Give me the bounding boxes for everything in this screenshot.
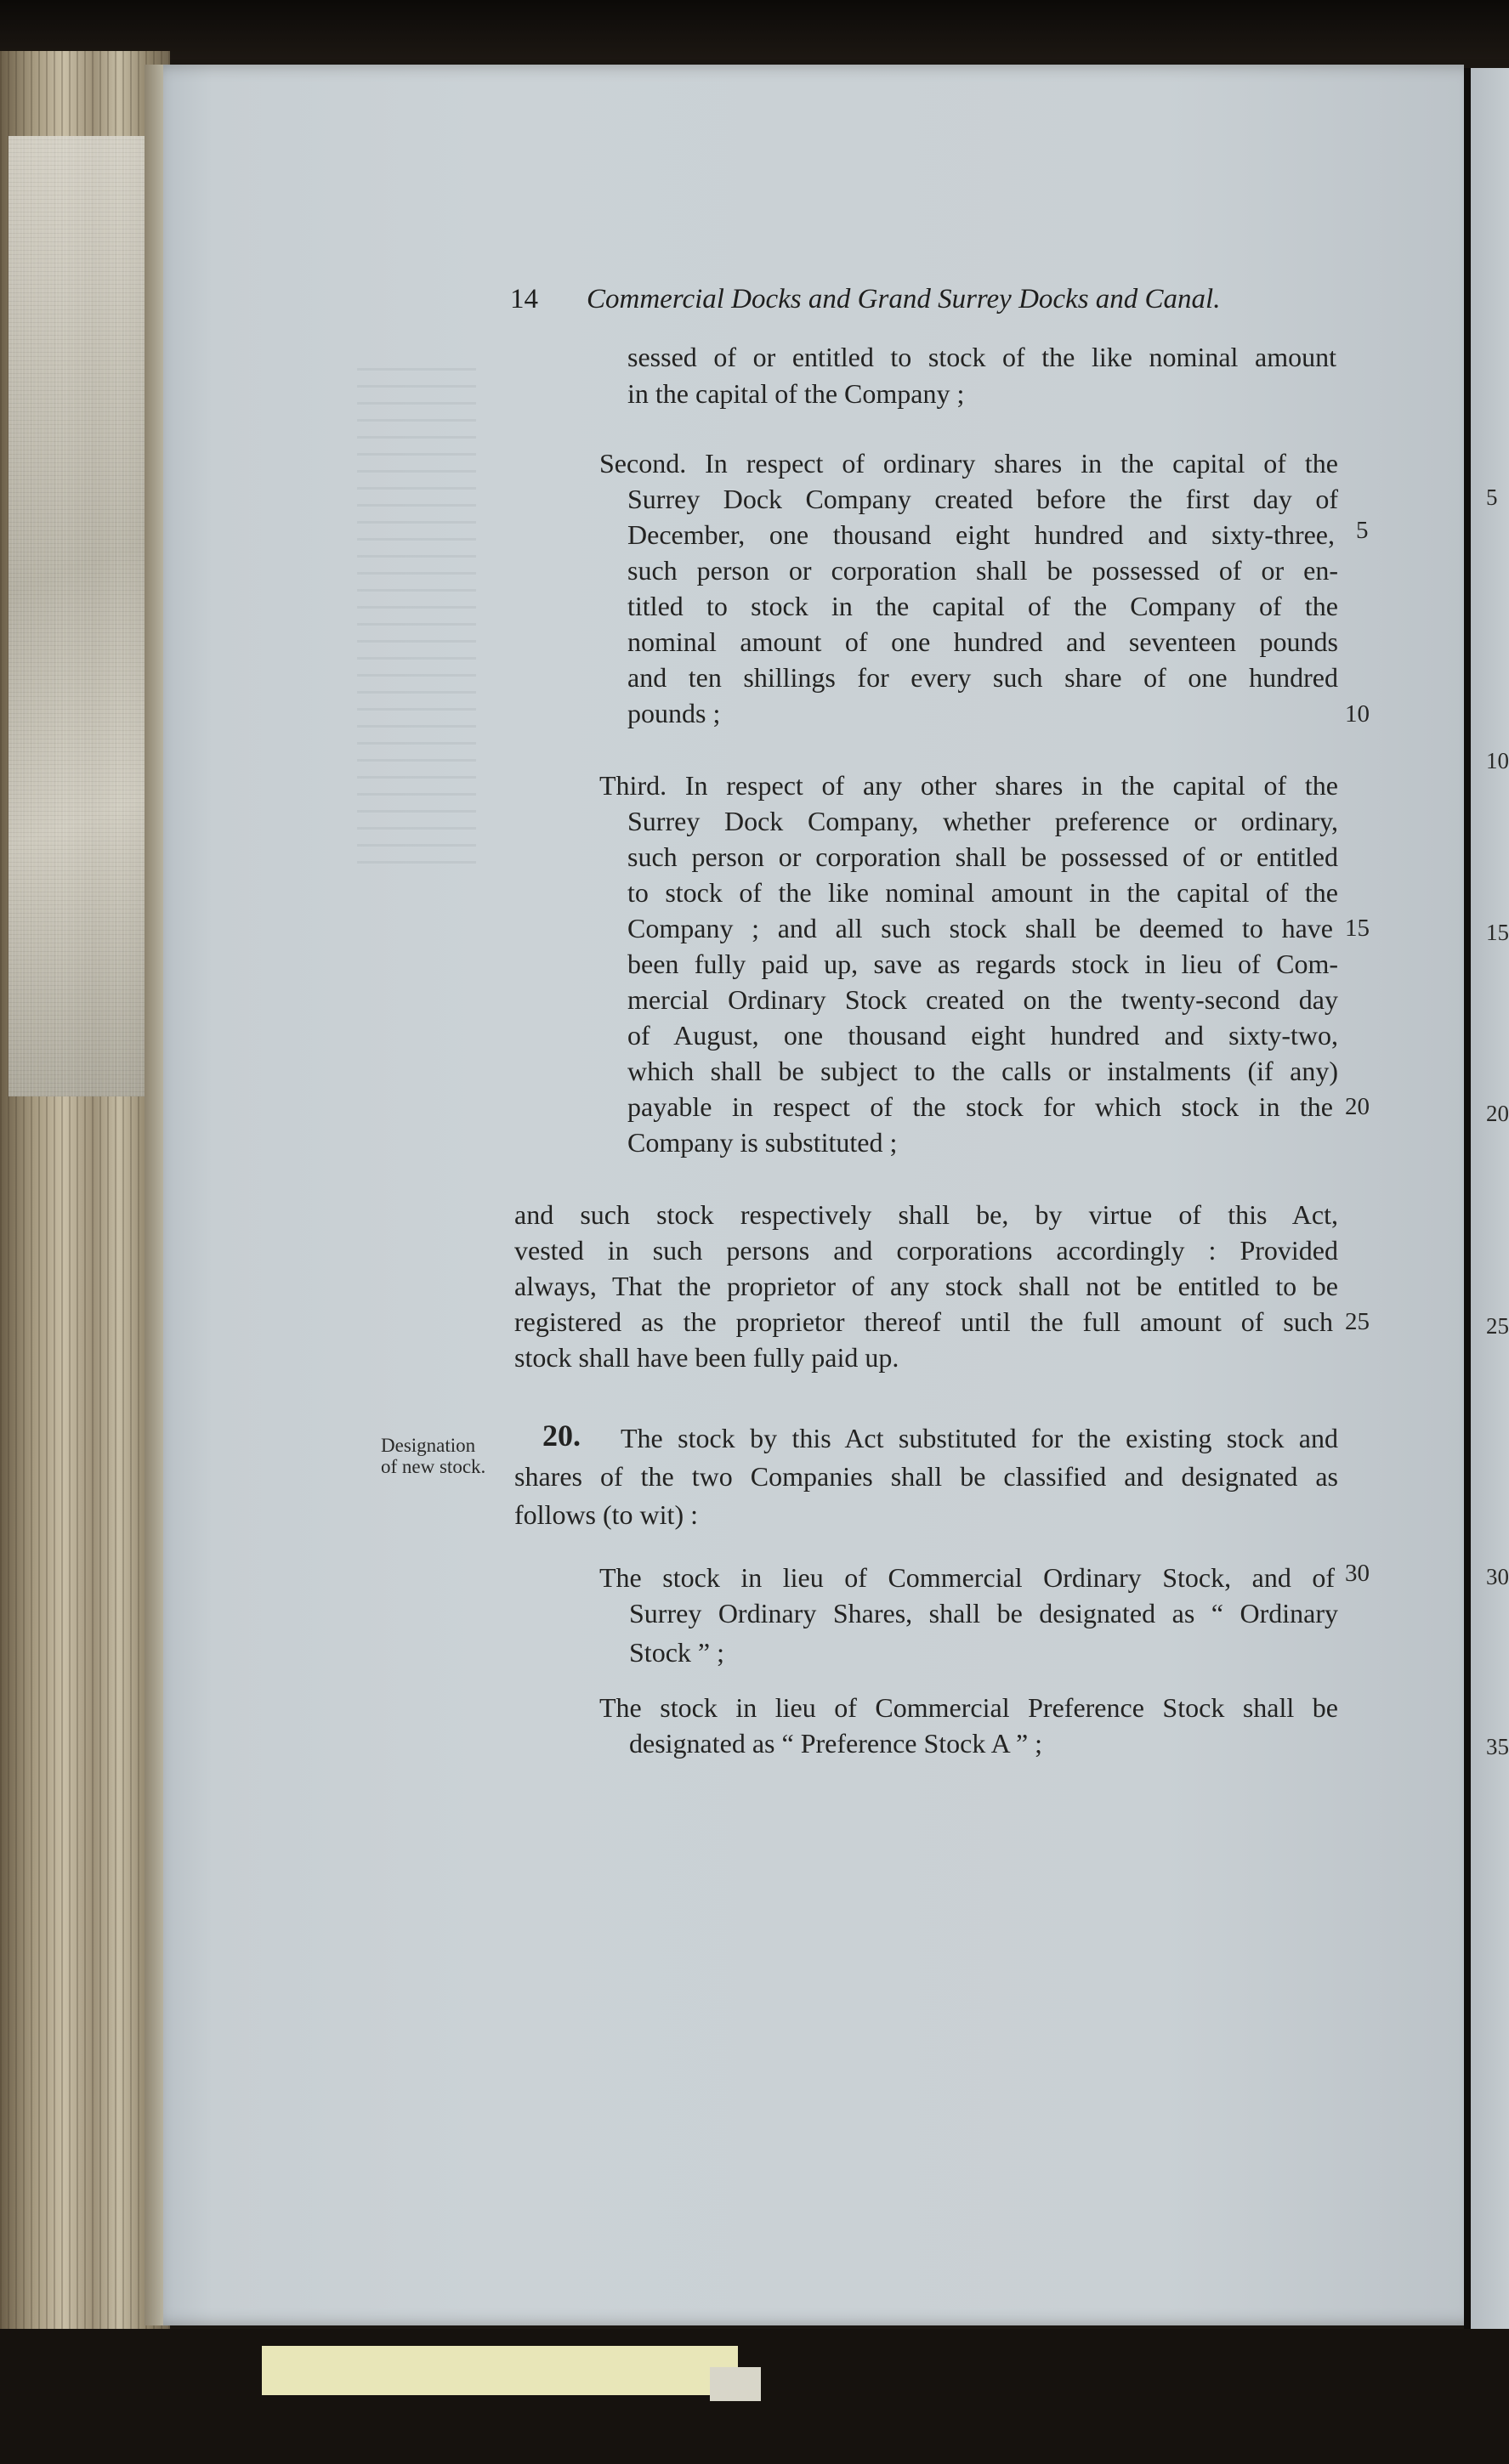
text-line: Surrey Dock Company created before the first day of [627, 484, 1338, 514]
text-line: always, That the proprietor of any stock shall not be entitled to be [514, 1271, 1338, 1301]
text-line: shares of the two Companies shall be classified and designated as [514, 1461, 1338, 1492]
line-number: 20 [1345, 1093, 1370, 1120]
text-line: to stock of the like nominal amount in the capital of the [627, 877, 1338, 908]
facing-line-number: 25 [1486, 1313, 1509, 1339]
text-line: vested in such persons and corporations accordingly : Provided [514, 1235, 1338, 1266]
paper-slip [262, 2346, 738, 2395]
facing-line-number: 15 [1486, 920, 1509, 945]
text-line: and ten shillings for every such share of one hundred [627, 662, 1338, 693]
text-line: payable in respect of the stock for which stock in the [627, 1091, 1333, 1122]
text-line: Surrey Ordinary Shares, shall be designated as “ Ordinary [629, 1598, 1338, 1629]
text-line: December, one thousand eight hundred and sixty-three, [627, 519, 1335, 550]
line-number: 25 [1345, 1308, 1370, 1335]
line-number: 10 [1345, 700, 1370, 728]
paper-slip [710, 2367, 761, 2401]
facing-line-number: 10 [1486, 748, 1509, 773]
text-line: such person or corporation shall be possessed of or en- [627, 555, 1338, 586]
text-line: Company ; and all such stock shall be deemed to have [627, 913, 1333, 943]
text-line: Second. In respect of ordinary shares in the capital of the [599, 448, 1338, 479]
text-line: sessed of or entitled to stock of the like nominal amount [627, 342, 1336, 372]
text-line: Surrey Dock Company, whether preference or ordinary, [627, 806, 1338, 836]
text-line: Company is substituted ; [627, 1127, 898, 1158]
text-line: and such stock respectively shall be, by virtue of this Act, [514, 1199, 1338, 1230]
text-line: designated as “ Preference Stock A ” ; [629, 1728, 1043, 1759]
facing-line-number: 35 [1486, 1734, 1509, 1759]
text-line: The stock in lieu of Commercial Ordinary Stock, and of [599, 1562, 1335, 1593]
text-line: titled to stock in the capital of the Company of the [627, 591, 1338, 621]
line-number: 30 [1345, 1560, 1370, 1587]
text-line: mercial Ordinary Stock created on the twenty-second day [627, 984, 1338, 1015]
page-gutter-shadow [145, 65, 163, 2325]
facing-line-number: 5 [1486, 484, 1498, 510]
page-number: 14 [510, 284, 538, 314]
text-line: such person or corporation shall be possessed of or entitled [627, 841, 1338, 872]
text-line: Third. In respect of any other shares in the capital of the [599, 770, 1338, 801]
section-number [542, 1420, 581, 1451]
text-line: nominal amount of one hundred and seventeen pounds [627, 626, 1338, 657]
text-line: Stock ” ; [629, 1637, 724, 1668]
text-line: registered as the proprietor thereof until the full amount of such [514, 1306, 1333, 1337]
text-line: in the capital of the Company ; [627, 378, 965, 409]
text-line: The stock by this Act substituted for the existing stock and [621, 1423, 1338, 1453]
facing-page-edge [1464, 68, 1509, 2329]
text-line: of August, one thousand eight hundred and sixty-two, [627, 1020, 1338, 1051]
facing-line-number: 30 [1486, 1564, 1509, 1589]
line-number: 5 [1356, 517, 1369, 544]
text-line: follows (to wit) : [514, 1499, 698, 1530]
text-line: which shall be subject to the calls or instalments (if any) [627, 1056, 1338, 1086]
section-20-number: 20. [542, 1419, 581, 1453]
text-line: been fully paid up, save as regards stock in lieu of Com- [627, 949, 1338, 979]
text-line: stock shall have been fully paid up. [514, 1342, 899, 1373]
page-title: Commercial Docks and Grand Surrey Docks and Canal. [587, 284, 1221, 314]
mounting-tissue [9, 136, 162, 1096]
side-note-line: Designation [381, 1435, 476, 1456]
show-through-margin [357, 354, 476, 864]
side-note-line: of new stock. [381, 1456, 486, 1477]
line-number: 15 [1345, 915, 1370, 942]
scan-background-top [0, 0, 1509, 59]
facing-line-number: 20 [1486, 1101, 1509, 1126]
text-line: The stock in lieu of Commercial Preference Stock shall be [599, 1692, 1338, 1723]
text-line: pounds ; [627, 698, 721, 728]
